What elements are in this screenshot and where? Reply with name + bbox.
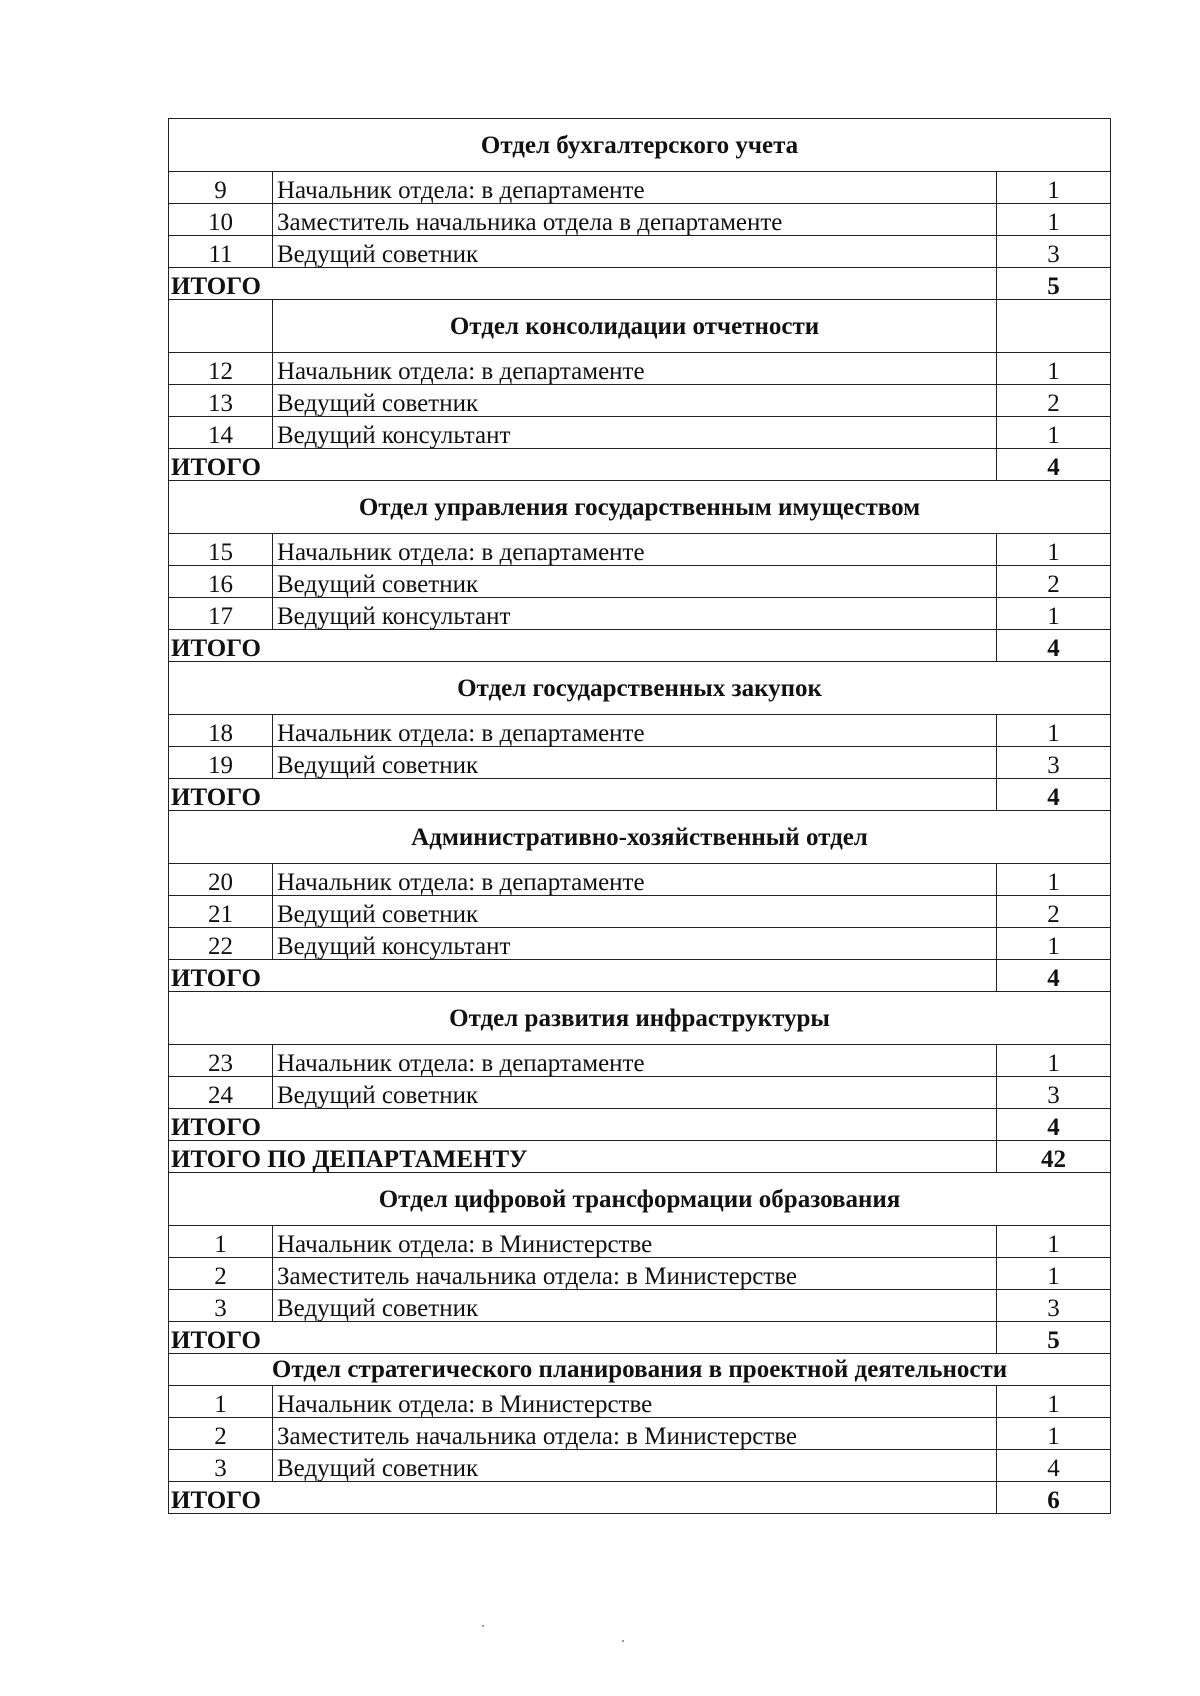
row-position: Ведущий советник bbox=[273, 1077, 997, 1109]
row-count: 1 bbox=[997, 715, 1111, 747]
table-row bbox=[169, 1258, 1111, 1290]
row-number: 22 bbox=[169, 928, 273, 960]
scan-speck bbox=[622, 1640, 624, 1642]
table-row bbox=[169, 1386, 1111, 1418]
section-header-consolidation bbox=[169, 300, 1111, 353]
row-position: Начальник отдела: в департаменте bbox=[273, 864, 997, 896]
section-total-row bbox=[169, 1482, 1111, 1514]
table-row bbox=[169, 1045, 1111, 1077]
row-position: Заместитель начальника отдела: в Министерстве bbox=[273, 1258, 997, 1290]
scan-speck bbox=[482, 1625, 484, 1627]
row-position: Ведущий консультант bbox=[273, 928, 997, 960]
row-number: 10 bbox=[169, 204, 273, 236]
row-number: 16 bbox=[169, 566, 273, 598]
total-label: ИТОГО bbox=[169, 779, 997, 811]
section-title: Отдел развития инфраструктуры bbox=[169, 992, 1111, 1045]
total-label: ИТОГО bbox=[169, 1322, 997, 1354]
row-number: 24 bbox=[169, 1077, 273, 1109]
row-position: Заместитель начальника отдела: в Министерстве bbox=[273, 1418, 997, 1450]
total-label: ИТОГО bbox=[169, 630, 997, 662]
section-total-row bbox=[169, 779, 1111, 811]
row-number: 1 bbox=[169, 1226, 273, 1258]
section-header-administrative bbox=[169, 811, 1111, 864]
table-row bbox=[169, 566, 1111, 598]
total-value: 4 bbox=[997, 960, 1111, 992]
table-row bbox=[169, 864, 1111, 896]
department-total-row bbox=[169, 1141, 1111, 1173]
row-number: 18 bbox=[169, 715, 273, 747]
row-number: 13 bbox=[169, 385, 273, 417]
row-count: 1 bbox=[997, 598, 1111, 630]
total-label: ИТОГО bbox=[169, 1109, 997, 1141]
row-count: 3 bbox=[997, 1290, 1111, 1322]
table-row bbox=[169, 385, 1111, 417]
row-count: 1 bbox=[997, 928, 1111, 960]
row-position: Ведущий советник bbox=[273, 747, 997, 779]
section-total-row bbox=[169, 1109, 1111, 1141]
row-number: 21 bbox=[169, 896, 273, 928]
row-count: 1 bbox=[997, 204, 1111, 236]
row-position: Ведущий консультант bbox=[273, 417, 997, 449]
section-header-procurement bbox=[169, 662, 1111, 715]
row-position: Ведущий советник bbox=[273, 896, 997, 928]
row-number: 9 bbox=[169, 172, 273, 204]
row-number: 23 bbox=[169, 1045, 273, 1077]
row-number: 11 bbox=[169, 236, 273, 268]
row-position: Начальник отдела: в департаменте bbox=[273, 353, 997, 385]
row-position: Ведущий советник bbox=[273, 1290, 997, 1322]
section-header-blank bbox=[169, 300, 273, 353]
total-value: 5 bbox=[997, 268, 1111, 300]
total-value: 4 bbox=[997, 449, 1111, 481]
table-row bbox=[169, 172, 1111, 204]
row-position: Ведущий советник bbox=[273, 385, 997, 417]
row-number: 3 bbox=[169, 1290, 273, 1322]
table-row bbox=[169, 1418, 1111, 1450]
row-count: 3 bbox=[997, 1077, 1111, 1109]
row-position: Ведущий советник bbox=[273, 236, 997, 268]
row-number: 17 bbox=[169, 598, 273, 630]
row-count: 1 bbox=[997, 1258, 1111, 1290]
row-number: 2 bbox=[169, 1258, 273, 1290]
section-title: Отдел государственных закупок bbox=[169, 662, 1111, 715]
table-row bbox=[169, 236, 1111, 268]
section-header-accounting bbox=[169, 119, 1111, 172]
row-count: 1 bbox=[997, 1386, 1111, 1418]
row-count: 1 bbox=[997, 417, 1111, 449]
row-count: 3 bbox=[997, 236, 1111, 268]
section-title: Отдел стратегического планирования в проектной деятельности bbox=[169, 1354, 1111, 1386]
row-number: 1 bbox=[169, 1386, 273, 1418]
department-total-label: ИТОГО ПО ДЕПАРТАМЕНТУ bbox=[169, 1141, 997, 1173]
table-row bbox=[169, 1077, 1111, 1109]
row-count: 1 bbox=[997, 353, 1111, 385]
total-value: 4 bbox=[997, 1109, 1111, 1141]
section-title: Отдел консолидации отчетности bbox=[273, 300, 997, 353]
row-position: Ведущий советник bbox=[273, 1450, 997, 1482]
row-number: 3 bbox=[169, 1450, 273, 1482]
row-number: 15 bbox=[169, 534, 273, 566]
row-position: Заместитель начальника отдела в департаменте bbox=[273, 204, 997, 236]
table-row bbox=[169, 353, 1111, 385]
row-count: 2 bbox=[997, 385, 1111, 417]
section-header-infrastructure bbox=[169, 992, 1111, 1045]
total-label: ИТОГО bbox=[169, 268, 997, 300]
total-label: ИТОГО bbox=[169, 1482, 997, 1514]
section-total-row bbox=[169, 960, 1111, 992]
row-position: Начальник отдела: в департаменте bbox=[273, 172, 997, 204]
table-row bbox=[169, 747, 1111, 779]
section-title: Отдел управления государственным имуществом bbox=[169, 481, 1111, 534]
row-position: Начальник отдела: в департаменте bbox=[273, 534, 997, 566]
table-row bbox=[169, 1290, 1111, 1322]
table-row bbox=[169, 417, 1111, 449]
total-value: 6 bbox=[997, 1482, 1111, 1514]
row-count: 1 bbox=[997, 1045, 1111, 1077]
row-number: 12 bbox=[169, 353, 273, 385]
row-count: 1 bbox=[997, 1226, 1111, 1258]
staffing-table bbox=[168, 118, 1111, 1514]
table-row bbox=[169, 1450, 1111, 1482]
total-value: 4 bbox=[997, 630, 1111, 662]
section-header-digital-transformation bbox=[169, 1173, 1111, 1226]
section-title: Отдел бухгалтерского учета bbox=[169, 119, 1111, 172]
row-count: 1 bbox=[997, 864, 1111, 896]
department-total-value: 42 bbox=[997, 1141, 1111, 1173]
section-total-row bbox=[169, 449, 1111, 481]
row-count: 4 bbox=[997, 1450, 1111, 1482]
row-count: 1 bbox=[997, 172, 1111, 204]
section-title: Отдел цифровой трансформации образования bbox=[169, 1173, 1111, 1226]
row-number: 2 bbox=[169, 1418, 273, 1450]
row-count: 2 bbox=[997, 566, 1111, 598]
table-row bbox=[169, 928, 1111, 960]
section-header-strategic-planning bbox=[169, 1354, 1111, 1386]
total-label: ИТОГО bbox=[169, 449, 997, 481]
row-number: 14 bbox=[169, 417, 273, 449]
total-value: 5 bbox=[997, 1322, 1111, 1354]
row-count: 3 bbox=[997, 747, 1111, 779]
table-row bbox=[169, 534, 1111, 566]
section-header-property bbox=[169, 481, 1111, 534]
table-row bbox=[169, 598, 1111, 630]
section-total-row bbox=[169, 268, 1111, 300]
table-row bbox=[169, 896, 1111, 928]
row-position: Начальник отдела: в департаменте bbox=[273, 715, 997, 747]
row-count: 2 bbox=[997, 896, 1111, 928]
row-count: 1 bbox=[997, 534, 1111, 566]
row-number: 19 bbox=[169, 747, 273, 779]
row-position: Начальник отдела: в Министерстве bbox=[273, 1226, 997, 1258]
table-row bbox=[169, 204, 1111, 236]
row-position: Начальник отдела: в Министерстве bbox=[273, 1386, 997, 1418]
section-total-row bbox=[169, 630, 1111, 662]
row-position: Начальник отдела: в департаменте bbox=[273, 1045, 997, 1077]
section-header-blank bbox=[997, 300, 1111, 353]
row-position: Ведущий советник bbox=[273, 566, 997, 598]
table-row bbox=[169, 715, 1111, 747]
total-label: ИТОГО bbox=[169, 960, 997, 992]
total-value: 4 bbox=[997, 779, 1111, 811]
row-number: 20 bbox=[169, 864, 273, 896]
row-count: 1 bbox=[997, 1418, 1111, 1450]
row-position: Ведущий консультант bbox=[273, 598, 997, 630]
section-total-row bbox=[169, 1322, 1111, 1354]
section-title: Административно-хозяйственный отдел bbox=[169, 811, 1111, 864]
table-row bbox=[169, 1226, 1111, 1258]
